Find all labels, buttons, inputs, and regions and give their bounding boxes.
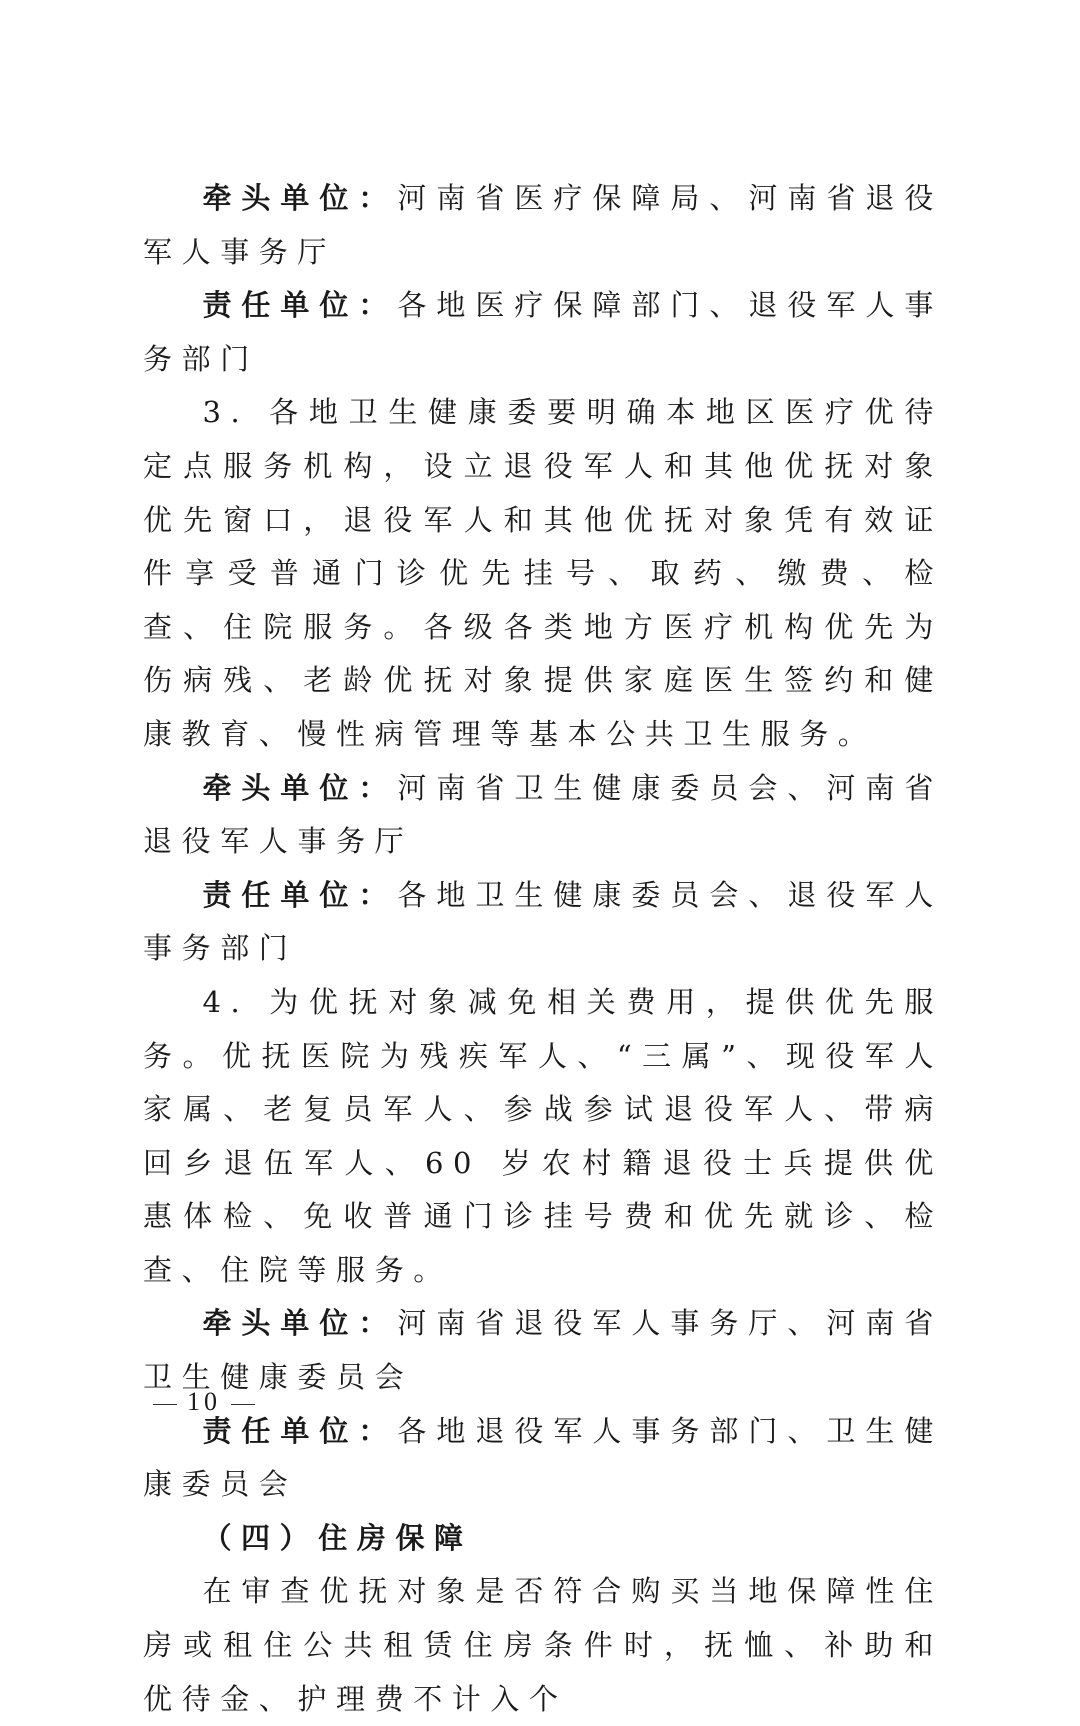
paragraph-text: 在审查优抚对象是否符合购买当地保障性住房或租住公共租赁住房条件时，抚恤、补助和优待金、护理费不计入个 [143, 1574, 943, 1716]
paragraph-text: 4. 为优抚对象减免相关费用，提供优先服务。优抚医院为残疾军人、“三属”、现役军人家属、老复员军人、参战参试退役军人、带病回乡退伍军人、60 岁农村籍退役士兵提供优惠体检、免收普通门诊挂号费和优先就诊、检查、住院等服务。 [143, 984, 943, 1287]
lead-unit-text: 河南省退役军人事务厅、河南省卫生健康委员会 [143, 1306, 943, 1395]
footer-dash-right [231, 1404, 255, 1405]
lead-unit-text: 河南省卫生健康委员会、河南省退役军人事务厅 [143, 770, 943, 859]
section-heading [143, 1512, 943, 1566]
responsible-unit-label: 责任单位： [202, 288, 398, 323]
page-number: 10 [187, 1387, 221, 1416]
responsible-unit-label: 责任单位： [202, 877, 398, 912]
responsible-unit-paragraph [143, 869, 943, 976]
body-paragraph [143, 386, 943, 761]
responsible-unit-paragraph [143, 1405, 943, 1512]
responsible-unit-label: 责任单位： [202, 1413, 398, 1448]
paragraph-text: 3. 各地卫生健康委要明确本地区医疗优待定点服务机构，设立退役军人和其他优抚对象优先窗口，退役军人和其他优抚对象凭有效证件享受普通门诊优先挂号、取药、缴费、检查、住院服务。各级各类地方医疗机构优先为伤病残、老龄优抚对象提供家庭医生签约和健康教育、慢性病管理等基本公共卫生服务。 [143, 395, 943, 751]
responsible-unit-text: 各地卫生健康委员会、退役军人事务部门 [143, 877, 943, 966]
section-heading-text: （四）住房保障 [202, 1520, 473, 1555]
responsible-unit-text: 各地医疗保障部门、退役军人事务部门 [143, 288, 943, 376]
lead-unit-text: 河南省医疗保障局、河南省退役军人事务厅 [143, 181, 943, 269]
lead-unit-label: 牵头单位： [202, 1306, 398, 1341]
lead-unit-label: 牵头单位： [202, 770, 398, 805]
lead-unit-paragraph [143, 172, 943, 279]
page-footer [143, 1387, 265, 1417]
footer-dash-left [153, 1404, 177, 1405]
body-paragraph [143, 1565, 943, 1726]
document-body [143, 172, 943, 1726]
responsible-unit-paragraph [143, 279, 943, 386]
responsible-unit-text: 各地退役军人事务部门、卫生健康委员会 [143, 1413, 943, 1502]
body-paragraph [143, 976, 943, 1298]
lead-unit-paragraph [143, 762, 943, 869]
lead-unit-label: 牵头单位： [202, 181, 398, 215]
